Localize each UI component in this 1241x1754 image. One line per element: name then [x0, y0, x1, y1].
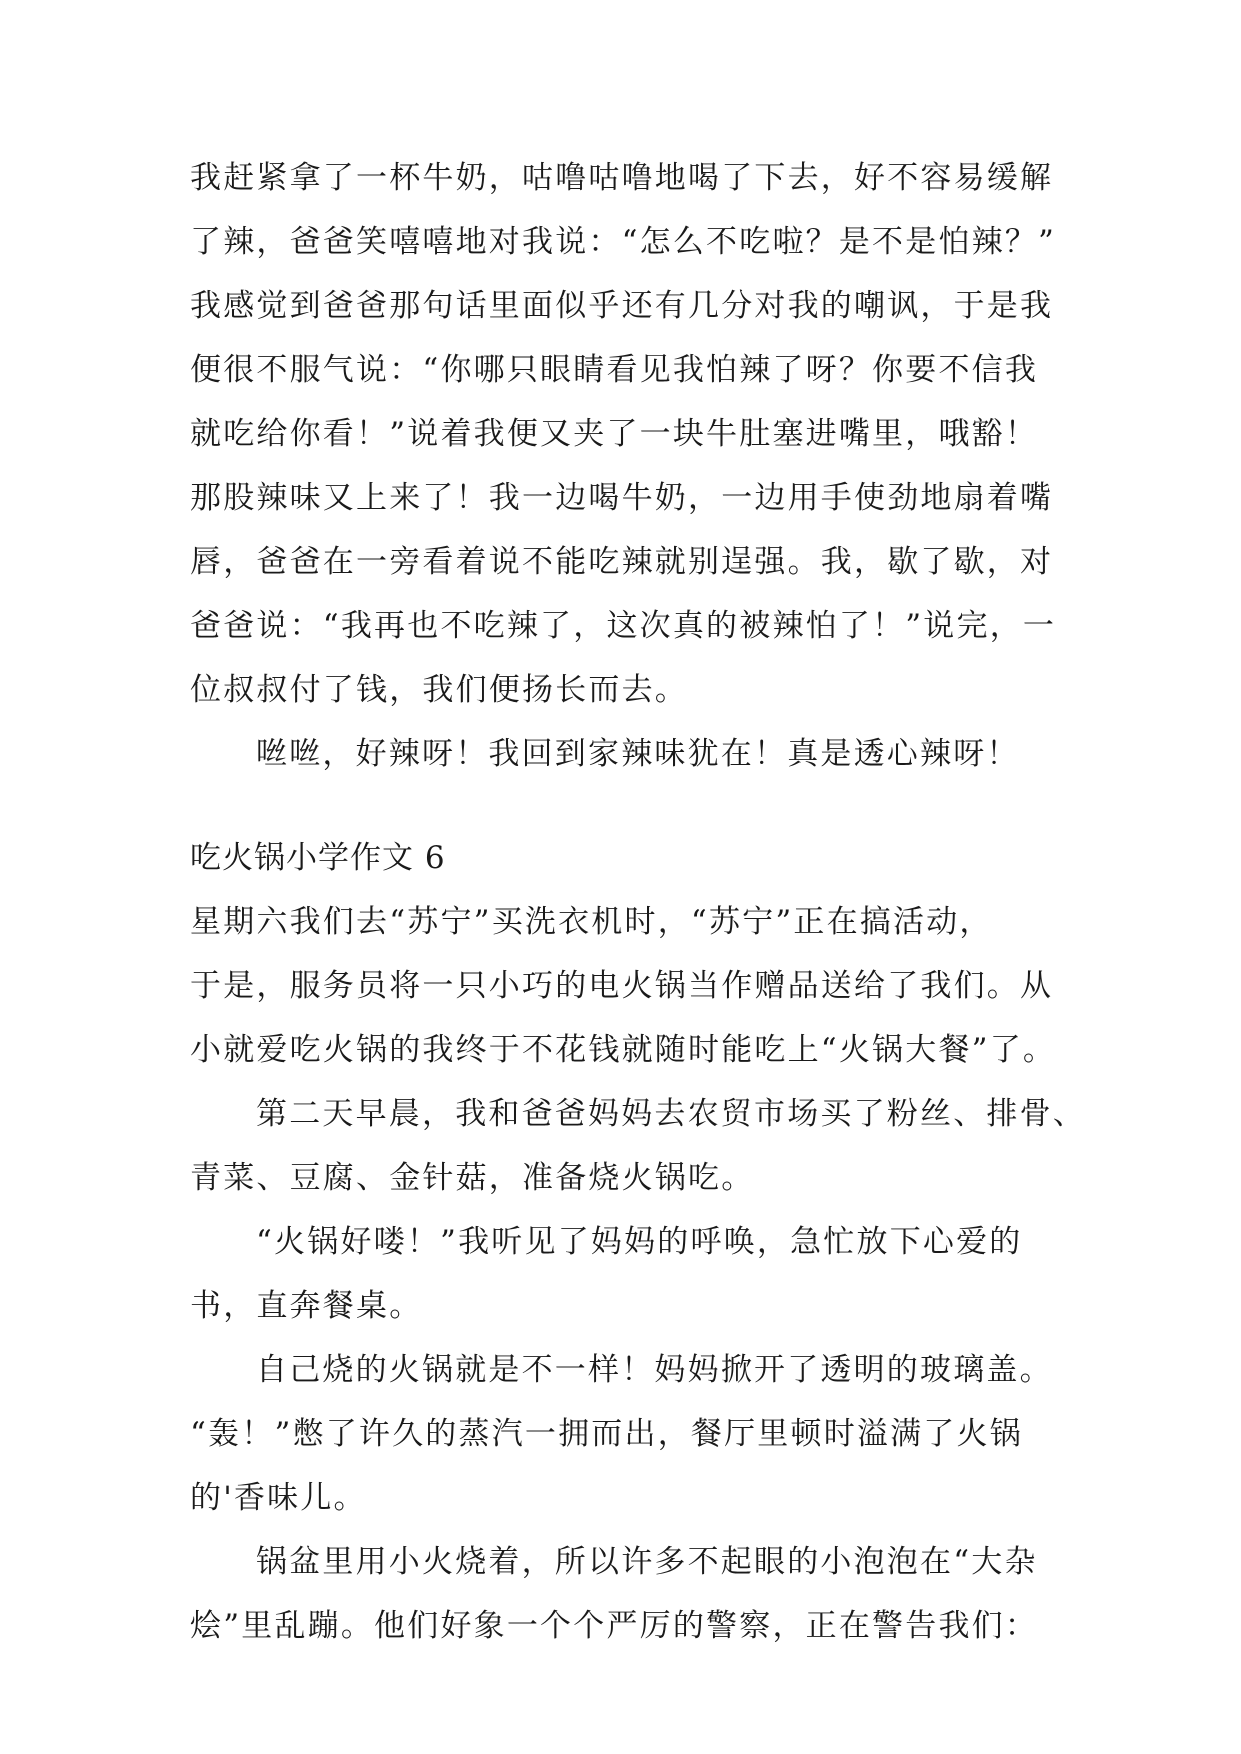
- paragraph-line: 位叔叔付了钱，我们便扬长而去。: [190, 672, 688, 708]
- paragraph-line: 第二天早晨，我和爸爸妈妈去农贸市场买了粉丝、排骨、: [256, 1096, 1086, 1132]
- paragraph-line: 唇，爸爸在一旁看着说不能吃辣就别逞强。我，歇了歇，对: [190, 544, 1054, 580]
- paragraph-line: 小就爱吃火锅的我终于不花钱就随时能吃上“火锅大餐”了。: [190, 1032, 1057, 1068]
- paragraph-line: 星期六我们去“苏宁”买洗衣机时，“苏宁”正在搞活动，: [190, 904, 993, 940]
- paragraph-line: 书，直奔餐桌。: [190, 1288, 423, 1324]
- paragraph-line: 的'香味儿。: [190, 1480, 367, 1516]
- paragraph-line: 锅盆里用小火烧着，所以许多不起眼的小泡泡在“大杂: [256, 1544, 1038, 1580]
- paragraph-line: 那股辣味又上来了！我一边喝牛奶，一边用手使劲地扇着嘴: [190, 480, 1054, 516]
- paragraph-line: 便很不服气说：“你哪只眼睛看见我怕辣了呀？你要不信我: [190, 352, 1039, 388]
- paragraph-line: 爸爸说：“我再也不吃辣了，这次真的被辣怕了！”说完，一: [190, 608, 1057, 644]
- section-heading: 吃火锅小学作文 6: [190, 840, 446, 876]
- paragraph-line: 烩”里乱蹦。他们好象一个个严厉的警察，正在警告我们：: [190, 1608, 1039, 1644]
- paragraph-line: 我赶紧拿了一杯牛奶，咕噜咕噜地喝了下去，好不容易缓解: [190, 160, 1054, 196]
- paragraph-line: 了辣，爸爸笑嘻嘻地对我说：“怎么不吃啦？是不是怕辣？”: [190, 224, 1057, 260]
- paragraph-line: “轰！”憋了许久的蒸汽一拥而出，餐厅里顿时溢满了火锅: [190, 1416, 1023, 1452]
- paragraph-line: 自己烧的火锅就是不一样！妈妈掀开了透明的玻璃盖。: [256, 1352, 1053, 1388]
- paragraph-line: 咝咝，好辣呀！我回到家辣味犹在！真是透心辣呀！: [256, 736, 1020, 772]
- paragraph-line: 青菜、豆腐、金针菇，准备烧火锅吃。: [190, 1160, 755, 1196]
- paragraph-line: 就吃给你看！”说着我便又夹了一块牛肚塞进嘴里，哦豁！: [190, 416, 1039, 452]
- paragraph-line: 我感觉到爸爸那句话里面似乎还有几分对我的嘲讽，于是我: [190, 288, 1054, 324]
- paragraph-line: “火锅好喽！”我听见了妈妈的呼唤，急忙放下心爱的: [256, 1224, 1023, 1260]
- paragraph-line: 于是，服务员将一只小巧的电火锅当作赠品送给了我们。从: [190, 968, 1054, 1004]
